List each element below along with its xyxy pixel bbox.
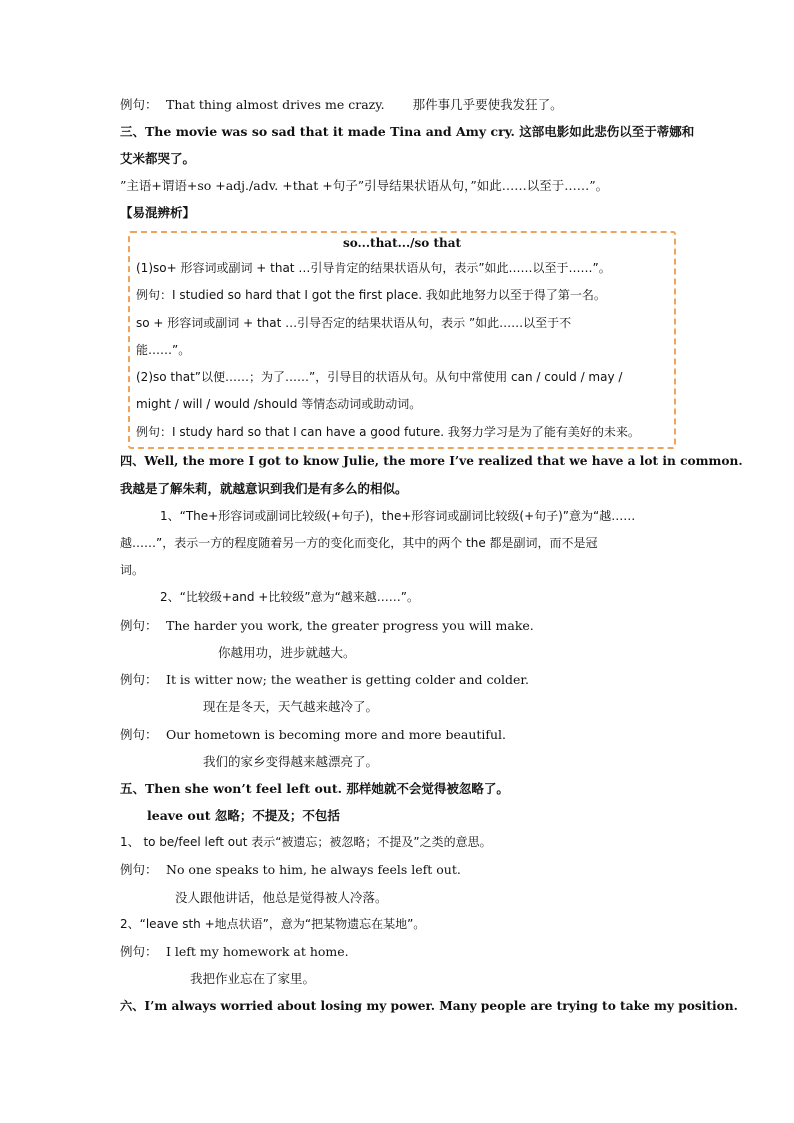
box-title: so...that.../so that xyxy=(342,236,462,250)
section-5-point-1: 1、 to be/feel left out 表示“被遗忘；被忽略；不提及”之类的意思。 xyxy=(120,835,492,849)
section-3-title-cont: 艾米都哭了。 xyxy=(120,151,196,166)
box-point-2-cont: might / will / would /should 等情态动词或助动词。 xyxy=(136,397,422,411)
box-point-1b: so + 形容词或副词 + that …引导否定的结果状语从句，表示 ”如此……以至于不 xyxy=(136,316,572,330)
section-5-phrase: leave out 忽略；不提及；不包括 xyxy=(147,808,340,823)
example-label: 例句： xyxy=(120,727,158,742)
example-english: Our hometown is becoming more and more beautiful. xyxy=(166,727,507,742)
example-label: 例句： xyxy=(120,672,158,687)
section-5-title: 五、Then she won’t feel left out. 那样她就不会觉得被忽略了。 xyxy=(120,781,509,796)
section-3-rule: ”主语+谓语+so +adj./adv. +that +句子”引导结果状语从句，”如此……以至于……”。 xyxy=(120,178,609,193)
section-5-point-2: 2、“leave sth +地点状语”，意为“把某物遗忘在某地”。 xyxy=(120,917,426,931)
example-english: No one speaks to him, he always feels left out. xyxy=(166,862,461,877)
box-point-1: (1)so+ 形容词或副词 + that …引导肯定的结果状语从句，表示”如此……以至于……”。 xyxy=(136,261,611,275)
section-4-point-2: 2、“比较级+and +比较级”意为“越来越……”。 xyxy=(160,590,420,604)
section-4-point-1-cont2: 词。 xyxy=(120,563,145,577)
example-line xyxy=(120,96,680,113)
example-english: It is witter now; the weather is getting colder and colder. xyxy=(166,672,529,687)
example-chinese: 现在是冬天，天气越来越冷了。 xyxy=(203,699,379,714)
section-4-title: 四、Well, the more I got to know Julie, the more I’ve realized that we have a lot in common. xyxy=(120,454,743,468)
example-english: That thing almost drives me crazy. xyxy=(166,97,385,112)
example-label: 例句： xyxy=(120,97,158,112)
example-line xyxy=(120,671,680,688)
section-4-translation: 我越是了解朱莉，就越意识到我们是有多么的相似。 xyxy=(120,481,408,496)
confusion-heading: 【易混辨析】 xyxy=(120,205,196,220)
example-label: 例句： xyxy=(120,944,158,959)
section-4-point-1-cont: 越……”，表示一方的程度随着另一方的变化而变化，其中的两个 the 都是副词，而不是冠 xyxy=(120,536,598,550)
example-english: The harder you work, the greater progress you will make. xyxy=(166,618,534,633)
example-chinese: 没人跟他讲话，他总是觉得被人冷落。 xyxy=(175,890,388,905)
box-example-2: 例句：I study hard so that I can have a good future. 我努力学习是为了能有美好的未来。 xyxy=(136,425,640,439)
section-4-point-1: 1、“The+形容词或副词比较级(+句子)，the+形容词或副词比较级(+句子)”意为“越…… xyxy=(160,509,636,523)
example-chinese: 我把作业忘在了家里。 xyxy=(190,971,316,986)
box-example-1: 例句：I studied so hard that I got the first place. 我如此地努力以至于得了第一名。 xyxy=(136,288,606,302)
example-chinese: 你越用功，进步就越大。 xyxy=(218,645,356,660)
box-point-2: (2)so that”以便……；为了……”，引导目的状语从句。从句中常使用 can / could / may / xyxy=(136,370,623,384)
section-6-title: 六、I’m always worried about losing my power. Many people are trying to take my position. xyxy=(120,999,738,1013)
example-label: 例句： xyxy=(120,862,158,877)
example-line xyxy=(120,943,680,960)
example-line xyxy=(120,726,680,743)
example-line xyxy=(120,861,680,878)
example-chinese: 那件事几乎要使我发狂了。 xyxy=(412,97,563,112)
box-point-1b-cont: 能……”。 xyxy=(136,343,191,357)
example-line xyxy=(120,617,680,634)
example-chinese: 我们的家乡变得越来越漂亮了。 xyxy=(203,754,379,769)
example-english: I left my homework at home. xyxy=(166,944,349,959)
example-label: 例句： xyxy=(120,618,158,633)
section-3-title: 三、The movie was so sad that it made Tina and Amy cry. 这部电影如此悲伤以至于蒂娜和 xyxy=(120,124,695,139)
